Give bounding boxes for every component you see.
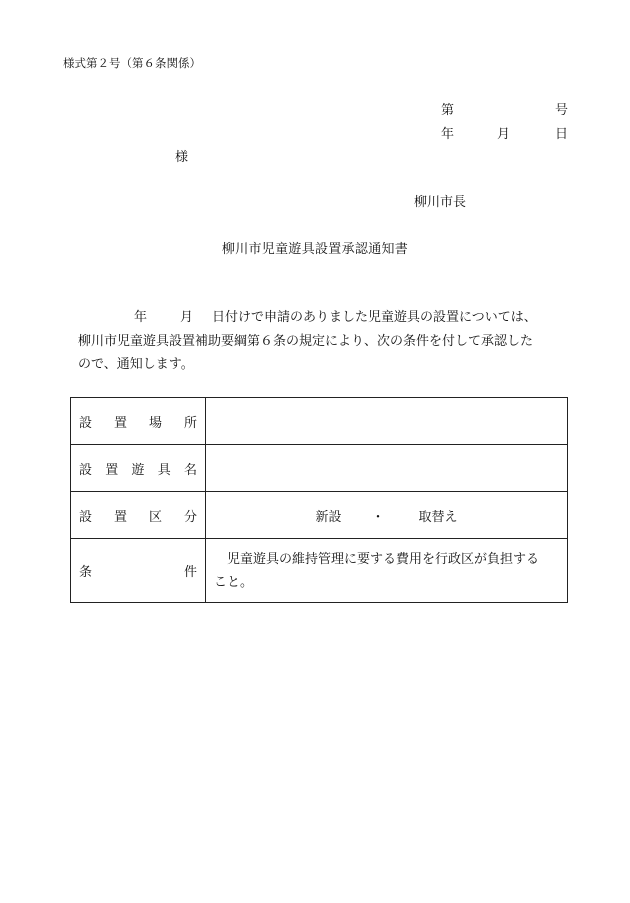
- label-char: 件: [183, 565, 197, 580]
- label-char: 名: [183, 462, 197, 478]
- label-char: 置: [105, 462, 119, 478]
- body-paragraph-line-2: 柳川市児童遊具設置補助要綱第６条の規定により、次の条件を付して承認した: [78, 334, 534, 349]
- form-label: 様式第２号（第６条関係）: [63, 56, 201, 70]
- table-row: [71, 539, 568, 603]
- body-month-label: 月: [180, 310, 194, 325]
- label-char: 置: [113, 509, 127, 525]
- label-char: 設: [79, 509, 93, 525]
- table-row: [71, 445, 568, 492]
- option-replace: 取替え: [418, 509, 458, 525]
- sender-name: 柳川市長: [414, 195, 467, 210]
- addressee-honorific: 様: [175, 150, 189, 165]
- label-char: 置: [113, 415, 127, 431]
- equipment-name-value-cell[interactable]: [206, 445, 568, 492]
- row-label-category: [71, 492, 206, 539]
- table-row: [71, 492, 568, 539]
- location-value-cell[interactable]: [206, 398, 568, 445]
- document-title: 柳川市児童遊具設置承認通知書: [221, 242, 409, 257]
- label-char: 区: [148, 509, 162, 525]
- conditions-value-cell: [206, 539, 568, 603]
- label-char: 設: [79, 415, 93, 431]
- body-paragraph-line-3: ので、通知します。: [78, 357, 194, 372]
- label-char: 場: [148, 415, 162, 431]
- row-label-equipment-name: [71, 445, 206, 492]
- approval-details-table: [70, 397, 568, 603]
- body-paragraph-line-1: [78, 311, 568, 324]
- date-day-label: 日: [555, 127, 569, 142]
- row-label-location: [71, 398, 206, 445]
- label-char: 設: [79, 462, 93, 478]
- body-year-label: 年: [134, 310, 148, 325]
- doc-number-prefix: 第: [441, 103, 455, 118]
- label-char: 遊: [131, 462, 145, 478]
- label-char: 具: [157, 462, 171, 478]
- conditions-text: 児童遊具の維持管理に要する費用を行政区が負担すること。: [214, 551, 540, 590]
- body-line-1-text: 日付けで申請のありました児童遊具の設置については、: [212, 310, 537, 325]
- date-year-label: 年: [441, 127, 455, 142]
- label-char: 所: [183, 415, 197, 431]
- date-month-label: 月: [497, 127, 511, 142]
- option-new: 新設: [315, 509, 342, 525]
- doc-number-suffix: 号: [555, 103, 569, 118]
- label-char: 条: [79, 565, 93, 580]
- option-separator: ・: [371, 509, 385, 525]
- label-char: 分: [183, 509, 197, 525]
- table-row: [71, 398, 568, 445]
- row-label-conditions: [71, 539, 206, 603]
- category-value-cell: [206, 492, 568, 539]
